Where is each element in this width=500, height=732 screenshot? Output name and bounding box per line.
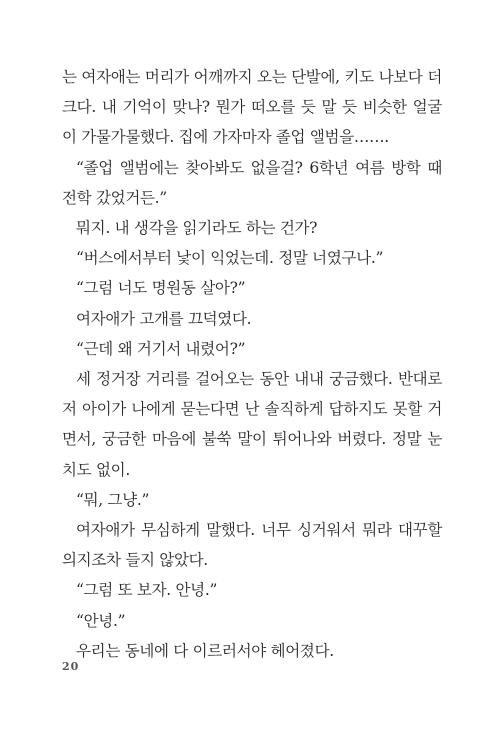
paragraph-3: 뭐지. 내 생각을 읽기라도 하는 건가?: [76, 219, 318, 238]
paragraph-7: “근데 왜 거기서 내렸어?”: [76, 339, 246, 358]
paragraph-11: “그럼 또 보자. 안녕.”: [76, 581, 218, 600]
paragraph-13: 우리는 동네에 다 이르러서야 헤어졌다.: [76, 641, 334, 660]
paragraph-9: “뭐, 그냥.”: [76, 490, 150, 509]
paragraph-4: “버스에서부터 낯이 익었는데. 정말 너였구나.”: [76, 249, 384, 268]
paragraph-6: 여자애가 고개를 끄덕였다.: [76, 309, 252, 328]
paragraph-12: “안녕.”: [76, 611, 126, 630]
paragraph-1: 는 여자애는 머리가 어깨까지 오는 단발에, 키도 나보다 더 크다. 내 기억이 맞나? 뭔가 떠오를 듯 말 듯 비슷한 얼굴이 가물가물했다. 집에 가자마자 졸업 앨범을…….: [62, 68, 442, 147]
paragraph-2: “졸업 앨범에는 찾아봐도 없을걸? 6학년 여름 방학 때 전학 갔었거든.”: [62, 158, 442, 207]
paragraph-5: “그럼 너도 명원동 살아?”: [76, 279, 246, 298]
paragraph-10: 여자애가 무심하게 말했다. 너무 싱거워서 뭐라 대꾸할 의지조차 들지 않았다.: [62, 521, 442, 570]
paragraph-8: 세 정거장 거리를 걸어오는 동안 내내 궁금했다. 반대로 저 아이가 나에게 묻는다면 난 솔직하게 답하지도 못할 거면서, 궁금한 마음에 불쑥 말이 튀어나와 버렸다. 정말 눈치도 없이.: [62, 370, 442, 479]
page-number: 20: [62, 660, 80, 673]
body-text: [62, 62, 442, 666]
